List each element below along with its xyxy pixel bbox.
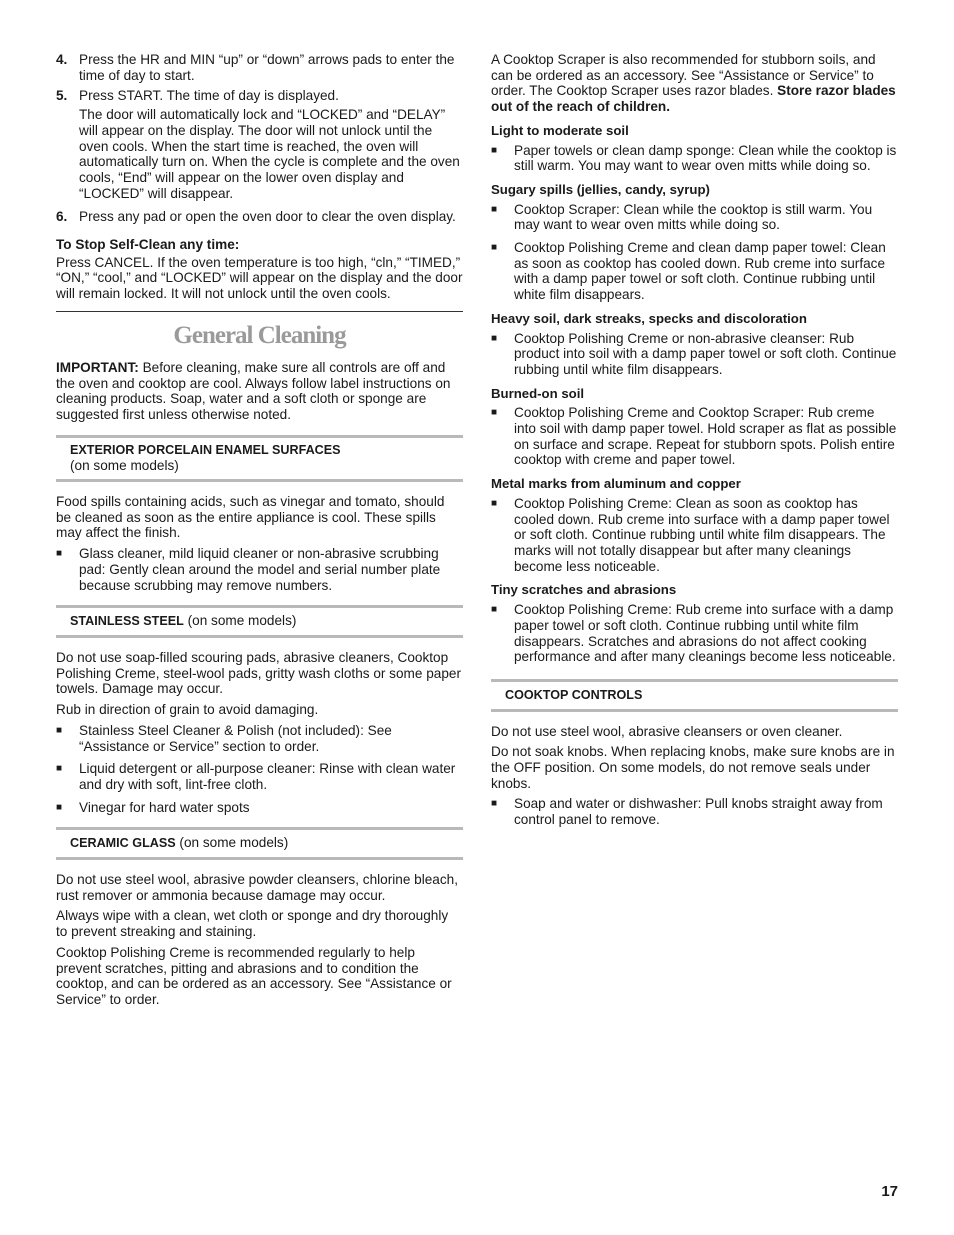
list-item [56, 800, 463, 816]
bullet-text: Stainless Steel Cleaner & Polish (not included): See “Assistance or Service” section to order. [79, 722, 392, 754]
step-number: 6. [56, 209, 68, 225]
ceramic-title: CERAMIC GLASS [70, 836, 176, 851]
list-item [491, 796, 898, 827]
square-bullet-icon: ■ [491, 497, 498, 509]
soil-heading: Burned-on soil [491, 385, 585, 401]
step-5-detail: The door will automatically lock and “LOCKED” and “DELAY” will appear on the display. The door will not unlock until the oven cools. When the start time is reached, the oven will automatically turn on. When the cycle is complete and the oven cools, “End” will appear on the lower oven display and “LOCKED” will disappear. [79, 107, 460, 201]
ceramic-note: (on some models) [175, 835, 289, 851]
exterior-section-header [56, 435, 463, 482]
important-text: Before cleaning, make sure all controls are off and the oven and cooktop are cool. Always follow label instructions on cleaning products. Soap, water and a soft cloth or sponge are suggested first unless otherwise noted. [56, 359, 451, 422]
ceramic-text-3: Cooktop Polishing Creme is recommended regularly to help prevent scratches, pitting and abrasions and to condition the cooktop, and can be ordered as an accessory. See “Assistance or Service” to order. [56, 944, 452, 1007]
square-bullet-icon: ■ [491, 203, 498, 215]
square-bullet-icon: ■ [56, 763, 63, 775]
step-text: Press the HR and MIN “up” or “down” arrows pads to enter the time of day to start. [79, 52, 455, 83]
list-item [491, 496, 898, 575]
square-bullet-icon: ■ [56, 724, 63, 736]
list-item [491, 331, 898, 378]
bullet-text: Cooktop Polishing Creme: Clean as soon as cooktop has cooled down. Rub creme into surface with a damp paper towel or soft cloth. Continue rubbing until white film disappears. The marks will not totally disappear but after many cleanings become less noticeable. [514, 495, 890, 574]
soil-heading: Metal marks from aluminum and copper [491, 476, 741, 492]
step-5 [56, 88, 463, 104]
exterior-text: Food spills containing acids, such as vinegar and tomato, should be cleaned as soon as the entire appliance is cool. These spills may affect the finish. [56, 494, 445, 541]
left-column [56, 52, 463, 1013]
stainless-text-1: Do not use soap-filled scouring pads, abrasive cleaners, Cooktop Polishing Creme, steel-wool pads, gritty wash cloths or some paper towels. Damage may occur. [56, 649, 461, 697]
square-bullet-icon: ■ [491, 604, 498, 616]
bullet-text: Cooktop Polishing Creme and clean damp paper towel: Clean as soon as cooktop has cooled down. Rub creme into surface with a damp paper towel or soft cloth. Continue rubbing until white film disappears. [514, 240, 886, 303]
stainless-section-header [56, 605, 463, 638]
bullet-text: Glass cleaner, mild liquid cleaner or non-abrasive scrubbing pad: Gently clean around the model and serial number plate because scrubbing may remove numbers. [79, 546, 441, 593]
bullet-text: Liquid detergent or all-purpose cleaner: Rinse with clean water and dry with soft, lint-free cloth. [79, 761, 456, 792]
step-number: 4. [56, 52, 68, 67]
step-6 [56, 209, 463, 225]
square-bullet-icon: ■ [491, 798, 498, 810]
exterior-title: EXTERIOR PORCELAIN ENAMEL SURFACES [70, 442, 341, 457]
square-bullet-icon: ■ [491, 144, 498, 156]
stop-self-clean-text: Press CANCEL. If the oven temperature is too high, “cln,” “TIMED,” “ON,” “cool,” and “LOCKED” will appear on the display and the door will remain locked. It will not unlock until the oven cools. [56, 254, 463, 302]
stop-self-clean-heading: To Stop Self-Clean any time: [56, 237, 240, 253]
list-item [56, 761, 463, 792]
soil-heading: Heavy soil, dark streaks, specks and discoloration [491, 310, 807, 326]
list-item [56, 546, 463, 593]
list-item [491, 405, 898, 468]
list-item [56, 723, 463, 754]
ceramic-text-2: Always wipe with a clean, wet cloth or sponge and dry thoroughly to prevent streaking and staining. [56, 908, 449, 940]
controls-text-1: Do not use steel wool, abrasive cleansers or oven cleaner. [491, 723, 843, 739]
square-bullet-icon: ■ [491, 242, 498, 254]
exterior-note: (on some models) [70, 458, 179, 474]
scraper-text: A Cooktop Scraper is also recommended for stubborn soils, and can be ordered as an accessory. See “Assistance or Service” to order. The Cooktop Scraper uses razor blades. [491, 52, 876, 99]
step-4 [56, 52, 463, 83]
square-bullet-icon: ■ [491, 332, 498, 344]
bullet-text: Cooktop Scraper: Clean while the cooktop is still warm. You may want to wear oven mitts while doing so. [514, 201, 873, 233]
section-divider [56, 311, 463, 312]
scraper-warning: Store razor blades out of the reach of children. [491, 83, 896, 115]
ceramic-text-1: Do not use steel wool, abrasive powder cleansers, chlorine bleach, rust remover or ammonia because damage may occur. [56, 872, 458, 903]
step-text: Press any pad or open the oven door to clear the oven display. [79, 209, 456, 225]
section-title: General Cleaning [173, 321, 346, 349]
cooktop-controls-title: COOKTOP CONTROLS [505, 687, 643, 702]
bullet-text: Paper towels or clean damp sponge: Clean while the cooktop is still warm. You may want to wear oven mitts while doing so. [514, 142, 897, 174]
list-item [491, 143, 898, 174]
bullet-text: Soap and water or dishwasher: Pull knobs straight away from control panel to remove. [514, 796, 883, 828]
stainless-text-2: Rub in direction of grain to avoid damaging. [56, 702, 319, 718]
page-number: 17 [881, 1183, 898, 1200]
stainless-note: (on some models) [183, 613, 297, 629]
list-item [491, 602, 898, 665]
soil-heading: Sugary spills (jellies, candy, syrup) [491, 181, 710, 197]
scraper-paragraph [491, 52, 898, 115]
stainless-title: STAINLESS STEEL [70, 614, 184, 629]
square-bullet-icon: ■ [56, 801, 63, 813]
important-label: IMPORTANT: [56, 359, 139, 375]
soil-heading: Light to moderate soil [491, 122, 629, 138]
bullet-text: Cooktop Polishing Creme: Rub creme into surface with a damp paper towel or soft cloth. Continue rubbing until white film disappears. Scratches and abrasions do not affect cooking performance and after many cleanings become less noticeable. [514, 602, 896, 665]
cooktop-controls-section-header [491, 679, 898, 712]
controls-text-2: Do not soak knobs. When replacing knobs, make sure knobs are in the OFF position. On some models, do not remove seals under knobs. [491, 744, 895, 791]
step-text: Press START. The time of day is displayed. [79, 88, 339, 104]
square-bullet-icon: ■ [491, 407, 498, 419]
ceramic-section-header [56, 827, 463, 860]
square-bullet-icon: ■ [56, 548, 63, 560]
soil-heading: Tiny scratches and abrasions [491, 582, 677, 598]
bullet-text: Vinegar for hard water spots [79, 799, 250, 815]
step-number: 5. [56, 88, 68, 104]
important-note [56, 360, 463, 423]
bullet-text: Cooktop Polishing Creme and Cooktop Scraper: Rub creme into soil with damp paper towel. Hold scraper as flat as possible on surface and scrape. Repeat for stubborn spots. Polish entire cooktop with creme and paper towel. [514, 405, 897, 468]
list-item [491, 202, 898, 233]
bullet-text: Cooktop Polishing Creme or non-abrasive cleanser: Rub product into soil with a damp paper towel or soft cloth. Continue rubbing until white film disappears. [514, 330, 897, 377]
right-column [491, 52, 898, 835]
list-item [491, 240, 898, 303]
